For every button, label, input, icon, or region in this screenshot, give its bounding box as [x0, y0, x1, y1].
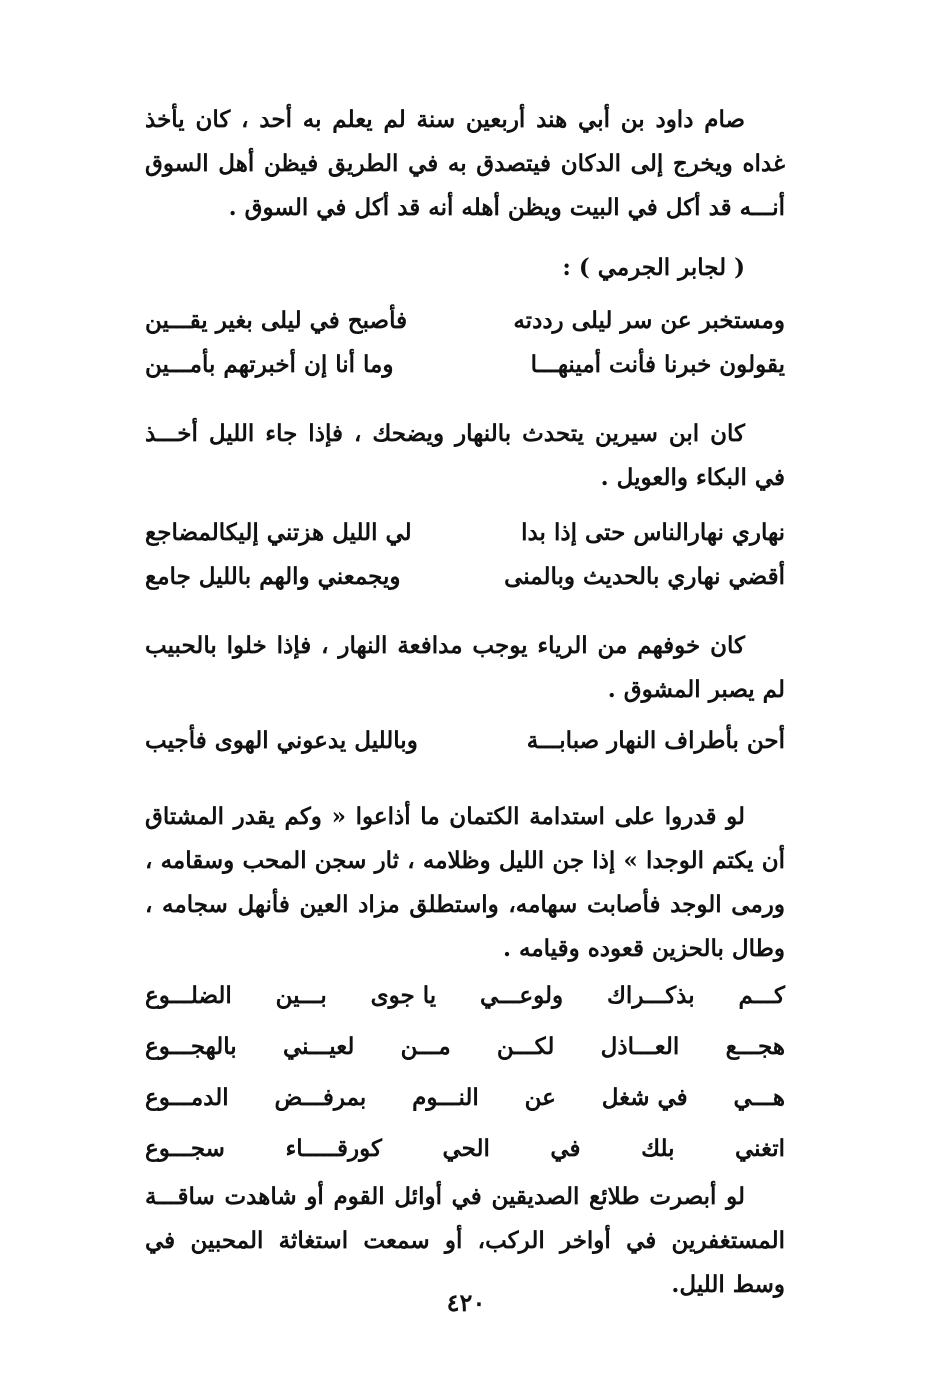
verse-word: عن [524, 1084, 556, 1111]
paragraph-3 [145, 624, 785, 712]
hemistich: لي الليل هزتني إليكالمضاجع [145, 518, 412, 546]
verse-word: ولوعـــي [480, 982, 564, 1009]
verse-line [145, 554, 785, 598]
hemistich: فأصبح في ليلى بغير يقـــين [145, 306, 408, 334]
hemistich: ويجمعني والهم بالليل جامع [145, 562, 401, 590]
poem-1 [145, 298, 785, 386]
hemistich: أحن بأطراف النهار صبابـــة [526, 726, 785, 754]
page-number: ٤٢٠ [446, 1288, 486, 1317]
paragraph-1-text: صام داود بن أبي هند أربعين سنة لم يعلم به أحد ، كان يأخذ غداه ويخرج إلى الدكان فيتصدق به في الطريق فيظن أهل السوق أنـــه قد أكل في البيت ويظن أهله أنه قد أكل في السوق . [145, 106, 785, 221]
hemistich: ومستخبر عن سر ليلى رددته [513, 306, 785, 334]
verse-line [145, 1123, 785, 1174]
verse-line [145, 970, 785, 1021]
heading-1 [145, 246, 785, 290]
verse-word: النـــوم [412, 1084, 479, 1111]
hemistich: أقضي نهاري بالحديث وبالمنى [504, 562, 785, 590]
verse-word: الحي [442, 1135, 490, 1162]
paragraph-4-text: لو قدروا على استدامة الكتمان ما أذاعوا « وكم يقدر المشتاق أن يكتم الوجدا » إذا جن الليل وظلامه ، ثار سجن المحب وسقامه ، ورمى الوجد فأصابت سهامه، واستطلق مزاد العين فأنهل سجامه ، وطال بالحزين قعوده وقيامه . [145, 803, 785, 962]
paragraph-2-text: كان ابن سيرين يتحدث بالنهار ويضحك ، فإذا جاء الليل أخـــذ في البكاء والعويل . [145, 420, 785, 491]
verse-line [145, 1072, 785, 1123]
paragraph-3-text: كان خوفهم من الرياء يوجب مدافعة النهار ، فإذا خلوا بالحبيب لم يصبر المشوق . [145, 632, 785, 703]
verse-line [145, 1021, 785, 1072]
verse-word: العـــاذل [600, 1033, 680, 1060]
paragraph-1 [145, 98, 785, 230]
verse-word: في [550, 1135, 581, 1162]
hemistich: وبالليل يدعوني الهوى فأجيب [145, 726, 418, 754]
hemistich: نهاري نهارالناس حتى إذا بدا [521, 518, 785, 546]
verse-line [145, 298, 785, 342]
verse-word: هـــي [733, 1084, 785, 1111]
verse-word: لكـــن [496, 1033, 555, 1060]
verse-word: اتغني [735, 1135, 785, 1162]
verse-word: سجـــوع [145, 1135, 225, 1162]
verse-line [145, 342, 785, 386]
hemistich: يقولون خبرنا فأنت أمينهـــا [530, 350, 785, 378]
verse-word: بمرفـــض [274, 1084, 367, 1111]
verse-word: يا جوى [370, 982, 437, 1009]
paragraph-5-text: لو أبصرت طلائع الصديقين في أوائل القوم أو شاهدت ساقـــة المستغفرين في أواخر الركب، أو سمعت استغاثة المحبين في وسط الليل. [145, 1183, 785, 1298]
verse-word: بـــين [275, 982, 327, 1009]
poem-4 [145, 970, 785, 1174]
verse-word: مـــن [400, 1033, 451, 1060]
verse-word: بلك [641, 1135, 675, 1162]
paragraph-4 [145, 795, 785, 971]
verse-line [145, 510, 785, 554]
verse-word: كـــم [738, 982, 785, 1009]
verse-line [145, 718, 785, 762]
poem-3 [145, 718, 785, 762]
poem-2 [145, 510, 785, 598]
verse-word: بذكـــراك [606, 982, 695, 1009]
verse-word: الضلـــوع [145, 982, 232, 1009]
verse-word: بالهجـــوع [145, 1033, 237, 1060]
verse-word: في شغل [601, 1084, 688, 1111]
verse-word: هجـــع [725, 1033, 785, 1060]
hemistich: وما أنا إن أخبرتهم بأمـــين [145, 350, 394, 378]
paragraph-2 [145, 412, 785, 500]
verse-word: الدمـــوع [145, 1084, 229, 1111]
verse-word: لعيـــني [282, 1033, 355, 1060]
heading-1-text: ( لجابر الجرمي ) : [562, 254, 745, 281]
verse-word: كورقـــــاء [285, 1135, 382, 1162]
